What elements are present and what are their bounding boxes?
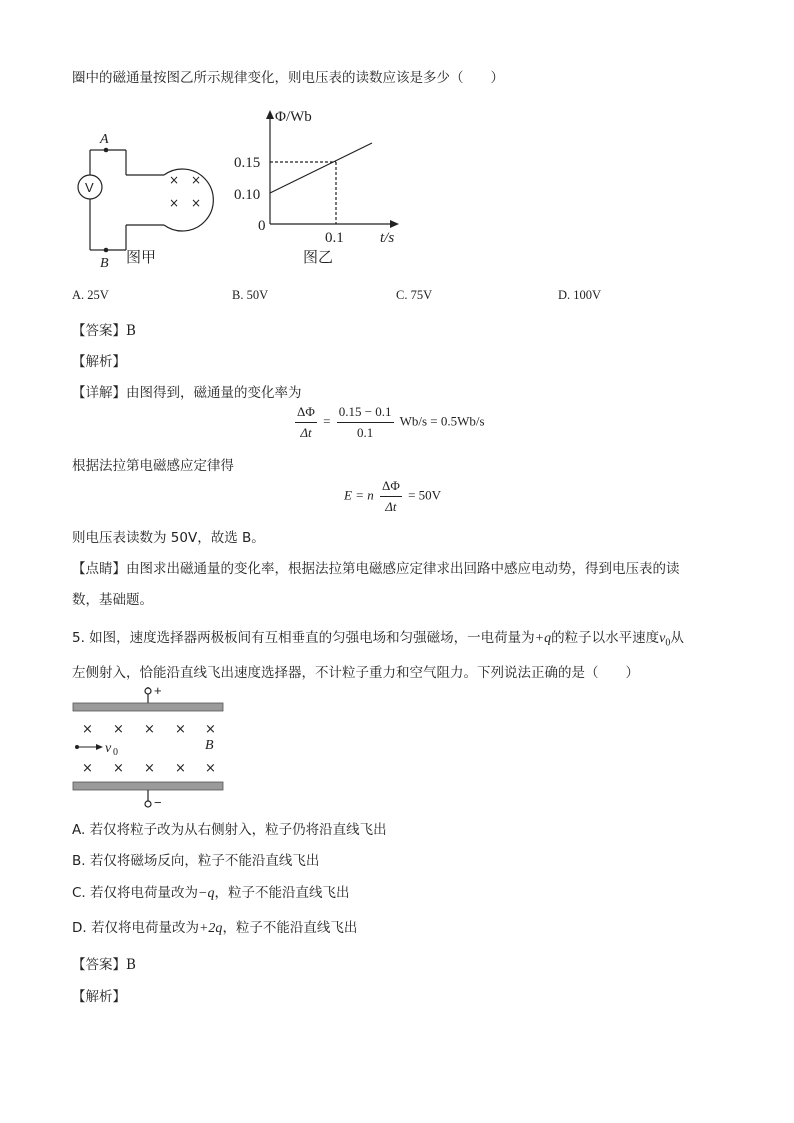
q5-answer-row [72, 953, 136, 973]
q5-option-a: A. 若仅将粒子改为从右侧射入，粒子仍将沿直线飞出 [72, 822, 387, 838]
emf-lhs: E = n [344, 487, 374, 503]
q5-analysis-label: 【解析】 [72, 989, 126, 1005]
frac-num: 0.15 − 0.1 [337, 404, 394, 423]
comment-label: 【点睛】 [72, 561, 126, 577]
flux-line [270, 143, 372, 193]
charge-symbol: +q [534, 631, 552, 646]
cross-mark: × [175, 722, 186, 737]
option-text: C. 若仅将电荷量改为 [72, 885, 199, 901]
figure-yi [225, 100, 415, 250]
detail-label: 【详解】 [72, 385, 126, 401]
cross-mark: × [169, 173, 180, 187]
cross-mark: × [191, 196, 202, 210]
x-arrow [390, 220, 399, 228]
option-text-tail: ，粒子不能沿直线飞出 [222, 920, 358, 936]
frac-den: Δt [385, 499, 397, 514]
cross-mark: × [113, 761, 124, 776]
cross-mark: × [205, 722, 216, 737]
cross-mark: × [205, 761, 216, 776]
q4-stem-tail: 圈中的磁通量按图乙所示规律变化，则电压表的读数应该是多少（ ） [72, 70, 504, 86]
cross-mark: × [82, 761, 93, 776]
q4-comment-line2: 数，基础题。 [72, 592, 153, 608]
q4-option-a: A. 25V [72, 288, 109, 302]
option-math: −q [198, 886, 215, 901]
caption-yi: 图乙 [303, 248, 334, 266]
answer-value: B [126, 957, 136, 973]
cross-mark: × [144, 761, 155, 776]
detail-text: 由图得到，磁通量的变化率为 [126, 385, 302, 401]
plus-sign: + [154, 683, 162, 698]
label-a: A [100, 132, 109, 147]
negative-terminal [145, 801, 151, 807]
answer-value: B [126, 323, 136, 339]
velocity-label-sub: 0 [113, 747, 118, 758]
velocity-subscript: 0 [665, 637, 671, 649]
y-tick-010: 0.10 [234, 187, 261, 203]
y-axis-title: Φ/Wb [275, 109, 312, 125]
faraday-formula [344, 478, 441, 515]
y-tick-0: 0 [258, 218, 266, 234]
answer-label: 【答案】 [72, 957, 126, 973]
frac-den: 0.1 [357, 425, 374, 440]
q5-stem-line1 [72, 626, 684, 649]
cross-mark: × [82, 722, 93, 737]
q5-stem-line2: 左侧射入，恰能沿直线飞出速度选择器，不计粒子重力和空气阻力。下列说法正确的是（ ） [72, 665, 639, 681]
cross-mark: × [144, 722, 155, 737]
bottom-plate [73, 782, 223, 790]
stem-text-end: 从 [670, 630, 684, 646]
flux-rate-formula [292, 404, 485, 441]
option-text: D. 若仅将电荷量改为 [72, 920, 199, 936]
answer-label: 【答案】 [72, 323, 126, 339]
comment-line1: 由图求出磁通量的变化率，根据法拉第电磁感应定律求出回路中感应电动势，得到电压表的读 [126, 561, 680, 577]
positive-terminal [145, 688, 151, 694]
label-b: B [100, 256, 109, 270]
q4-analysis-label: 【解析】 [72, 354, 126, 370]
stem-text-mid: 的粒子以水平速度 [551, 630, 660, 646]
x-axis-title: t/s [380, 230, 395, 246]
q4-answer-row [72, 319, 136, 339]
q4-comment-row [72, 557, 680, 577]
q4-conclusion: 则电压表读数为 50V，故选 B。 [72, 530, 265, 546]
q5-option-d [72, 916, 357, 937]
formula-tail: Wb/s = 0.5Wb/s [399, 413, 485, 429]
cross-mark: × [175, 761, 186, 776]
y-tick-015: 0.15 [234, 155, 261, 171]
x-tick-01: 0.1 [325, 230, 344, 246]
frac-den: Δt [300, 425, 312, 440]
q4-option-d: D. 100V [558, 288, 602, 302]
minus-sign: − [154, 795, 162, 810]
q4-law-text: 根据法拉第电磁感应定律得 [72, 458, 234, 474]
q4-option-b: B. 50V [232, 288, 269, 302]
caption-jia: 图甲 [126, 248, 157, 266]
cross-mark: × [169, 196, 180, 210]
q5-option-c [72, 881, 349, 902]
equals-sign: = [323, 413, 331, 429]
terminal-b [104, 248, 109, 253]
frac-num: ΔΦ [295, 404, 317, 423]
frac-num: ΔΦ [380, 478, 402, 497]
velocity-selector-figure [70, 683, 240, 811]
velocity-label: v [105, 741, 112, 756]
option-math: +2q [198, 921, 223, 936]
velocity-symbol: v [659, 631, 666, 646]
cross-mark: × [191, 173, 202, 187]
velocity-arrow-head [96, 744, 103, 750]
q4-detail-row [72, 381, 302, 401]
voltmeter-label: V [85, 180, 94, 195]
q5-option-b: B. 若仅将磁场反向，粒子不能沿直线飞出 [72, 853, 320, 869]
emf-rhs: = 50V [408, 487, 442, 503]
option-text-tail: ，粒子不能沿直线飞出 [214, 885, 350, 901]
stem-text: 5. 如图，速度选择器两极板间有互相垂直的匀强电场和匀强磁场，一电荷量为 [72, 630, 535, 646]
field-label: B [205, 738, 214, 753]
cross-mark: × [113, 722, 124, 737]
top-plate [73, 703, 223, 711]
terminal-a [104, 148, 109, 153]
y-arrow [266, 110, 274, 119]
q4-option-c: C. 75V [396, 288, 433, 302]
